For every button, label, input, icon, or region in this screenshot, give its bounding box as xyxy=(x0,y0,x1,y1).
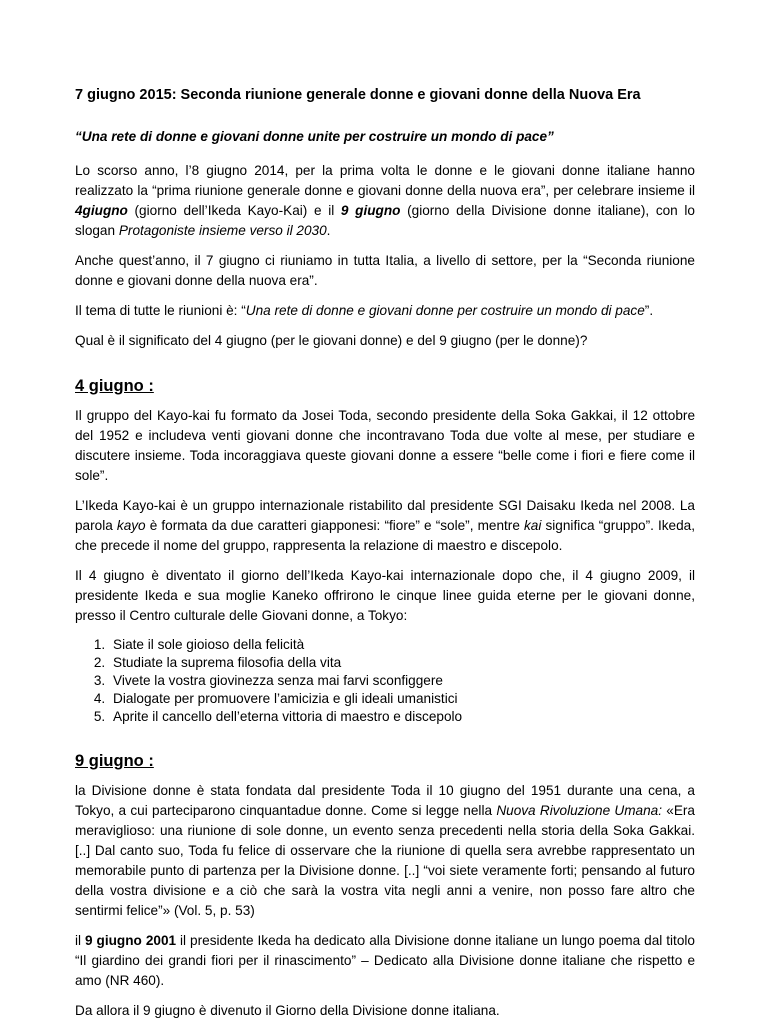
list-item: 4. Dialogate per promuovere l’amicizia e gli ideali umanistici xyxy=(109,690,695,708)
june4-paragraph-1: Il gruppo del Kayo-kai fu formato da Josei Toda, secondo presidente della Soka Gakkai, il 12 ottobre del 1952 e includeva venti giovani donne che incontravano Toda due volte al mese, per studiare e discutere insieme. Toda incoraggiava queste giovani donne a essere “belle come i fiori e fiere come il sole”. xyxy=(75,408,695,483)
page-title: 7 giugno 2015: Seconda riunione generale donne e giovani donne della Nuova Era xyxy=(75,87,641,103)
guidelines-list xyxy=(75,636,695,726)
list-item: 2. Studiate la suprema filosofia della vita xyxy=(109,654,695,672)
june4-paragraph-3: Il 4 giugno è diventato il giorno dell’Ikeda Kayo-kai internazionale dopo che, il 4 giugno 2009, il presidente Ikeda e sua moglie Kaneko offrirono le cinque linee guida eterne per le giovani donne, presso il Centro culturale delle Giovani donne, a Tokyo: xyxy=(75,568,695,623)
list-item: 1. Siate il sole gioioso della felicità xyxy=(109,636,695,654)
heading-june-4: 4 giugno : xyxy=(75,377,154,395)
list-item: 5. Aprite il cancello dell’eterna vittoria di maestro e discepolo xyxy=(109,708,695,726)
intro-paragraph-3: Il tema di tutte le riunioni è: “Una rete di donne e giovani donne per costruire un mondo di pace”. xyxy=(75,303,654,318)
subtitle: “Una rete di donne e giovani donne unite per costruire un mondo di pace” xyxy=(75,129,554,144)
intro-paragraph-1: Lo scorso anno, l’8 giugno 2014, per la prima volta le donne e le giovani donne italiane hanno realizzato la “prima riunione generale donne e giovani donne della nuova era”, per celebrare insieme il 4giugno (giorno dell’Ikeda Kayo-Kai) e il 9 giugno (giorno della Divisione donne italiane), con lo slogan Protagoniste insieme verso il 2030. xyxy=(75,163,695,238)
june9-paragraph-1: la Divisione donne è stata fondata dal presidente Toda il 10 giugno del 1951 durante una cena, a Tokyo, a cui parteciparono cinquantadue donne. Come si legge nella Nuova Rivoluzione Umana: «Era meraviglioso: una riunione di sole donne, un evento senza precedenti nella storia della Soka Gakkai. [..] Dal canto suo, Toda fu felice di osservare che la riunione di quella sera avrebbe rappresentato un memorabile punto di partenza per la Divisione donne. [..] “voi siete veramente forti; pensando al futuro della vostra divisione e a ciò che sarà la vostra vita negli anni a venire, non posso fare altro che sentirmi felice”» (Vol. 5, p. 53) xyxy=(75,783,695,918)
june9-paragraph-2: il 9 giugno 2001 il presidente Ikeda ha dedicato alla Divisione donne italiane un lungo poema dal titolo “Il giardino dei grandi fiori per il rinascimento” – Dedicato alla Divisione donne italiane che rispetto e amo (NR 460). xyxy=(75,933,695,988)
june4-paragraph-2: L’Ikeda Kayo-kai è un gruppo internazionale ristabilito dal presidente SGI Daisaku Ikeda nel 2008. La parola kayo è formata da due caratteri giapponesi: “fiore” e “sole”, mentre kai significa “gruppo”. Ikeda, che precede il nome del gruppo, rappresenta la relazione di maestro e discepolo. xyxy=(75,498,696,553)
document-content xyxy=(75,87,695,1031)
intro-paragraph-2: Anche quest’anno, il 7 giugno ci riuniamo in tutta Italia, a livello di settore, per la “Seconda riunione donne e giovani donne della nuova era”. xyxy=(75,253,695,288)
june9-paragraph-3: Da allora il 9 giugno è divenuto il Giorno della Divisione donne italiana. xyxy=(75,1003,500,1018)
intro-paragraph-4: Qual è il significato del 4 giugno (per le giovani donne) e del 9 giugno (per le donne)? xyxy=(75,333,588,348)
list-item: 3. Vivete la vostra giovinezza senza mai farvi sconfiggere xyxy=(109,672,695,690)
heading-june-9: 9 giugno : xyxy=(75,752,154,770)
